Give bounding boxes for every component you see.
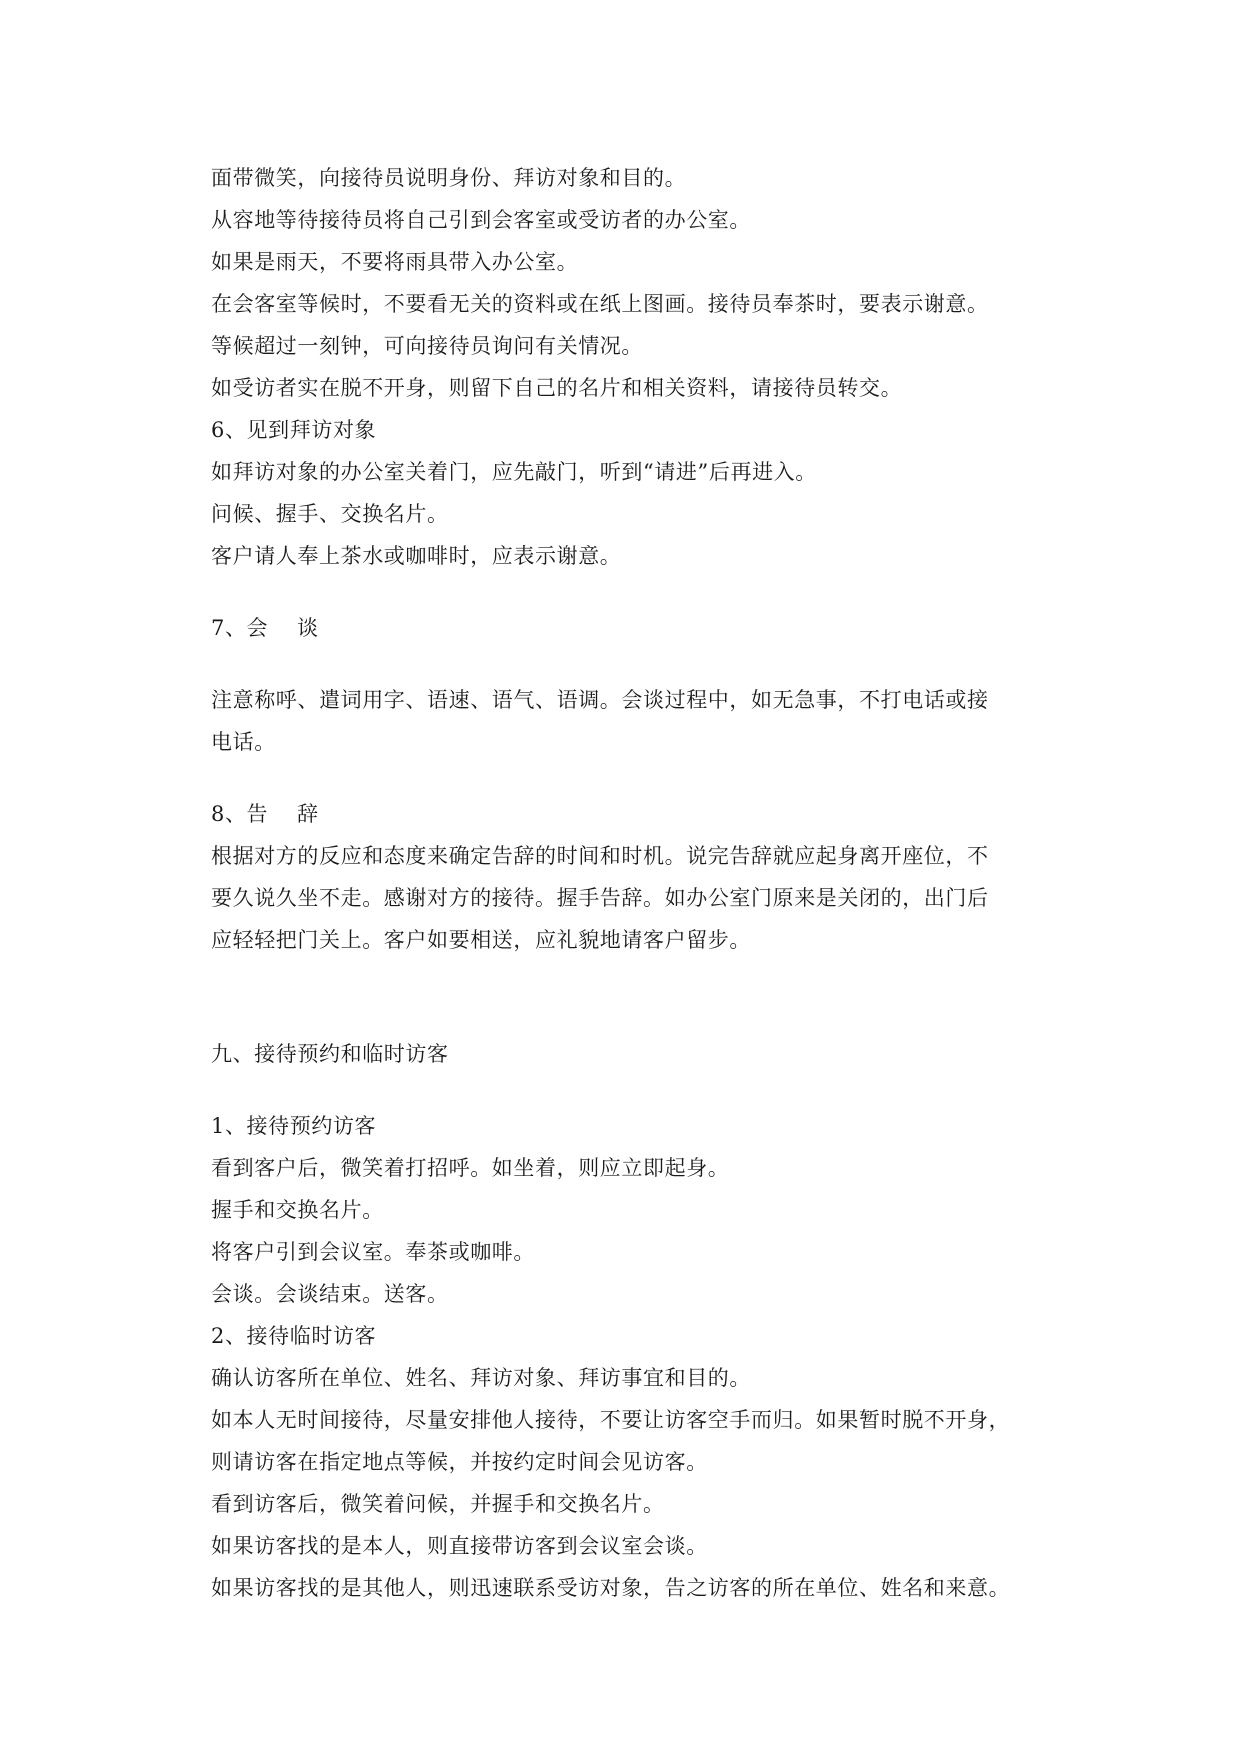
text-line: 要久说久坐不走。感谢对方的接待。握手告辞。如办公室门原来是关闭的，出门后	[211, 886, 989, 910]
section-heading: 7、会 谈	[211, 616, 319, 640]
section-heading: 1、接待预约访客	[211, 1114, 377, 1138]
section-heading: 8、告 辞	[211, 802, 319, 826]
text-line: 面带微笑，向接待员说明身份、拜访对象和目的。	[211, 166, 687, 190]
text-line: 客户请人奉上茶水或咖啡时，应表示谢意。	[211, 544, 622, 568]
text-line: 如受访者实在脱不开身，则留下自己的名片和相关资料，请接待员转交。	[211, 376, 903, 400]
text-line: 看到客户后，微笑着打招呼。如坐着，则应立即起身。	[211, 1156, 730, 1180]
text-line: 等候超过一刻钟，可向接待员询问有关情况。	[211, 334, 643, 358]
text-line: 握手和交换名片。	[211, 1198, 384, 1222]
section-heading: 2、接待临时访客	[211, 1324, 377, 1348]
chapter-heading: 九、接待预约和临时访客	[211, 1042, 449, 1066]
text-line: 应轻轻把门关上。客户如要相送，应礼貌地请客户留步。	[211, 928, 751, 952]
text-line: 从容地等待接待员将自己引到会客室或受访者的办公室。	[211, 208, 751, 232]
text-line: 确认访客所在单位、姓名、拜访对象、拜访事宜和目的。	[211, 1366, 751, 1390]
text-line: 如本人无时间接待，尽量安排他人接待，不要让访客空手而归。如果暂时脱不开身，	[211, 1408, 1011, 1432]
text-line: 电话。	[211, 730, 276, 754]
text-line: 会谈。会谈结束。送客。	[211, 1282, 449, 1306]
text-line: 将客户引到会议室。奉茶或咖啡。	[211, 1240, 535, 1264]
text-line: 根据对方的反应和态度来确定告辞的时间和时机。说完告辞就应起身离开座位，不	[211, 844, 989, 868]
text-line: 看到访客后，微笑着问候，并握手和交换名片。	[211, 1492, 665, 1516]
text-line: 如果访客找的是其他人，则迅速联系受访对象，告之访客的所在单位、姓名和来意。	[211, 1576, 1011, 1600]
text-line: 如拜访对象的办公室关着门，应先敲门，听到“请进”后再进入。	[211, 460, 817, 484]
text-line: 如果访客找的是本人，则直接带访客到会议室会谈。	[211, 1534, 708, 1558]
text-line: 问候、握手、交换名片。	[211, 502, 449, 526]
text-line: 如果是雨天，不要将雨具带入办公室。	[211, 250, 579, 274]
text-line: 则请访客在指定地点等候，并按约定时间会见访客。	[211, 1450, 708, 1474]
text-line: 在会客室等候时，不要看无关的资料或在纸上图画。接待员奉茶时，要表示谢意。	[211, 292, 989, 316]
text-line: 注意称呼、遣词用字、语速、语气、语调。会谈过程中，如无急事，不打电话或接	[211, 688, 989, 712]
section-heading: 6、见到拜访对象	[211, 418, 377, 442]
